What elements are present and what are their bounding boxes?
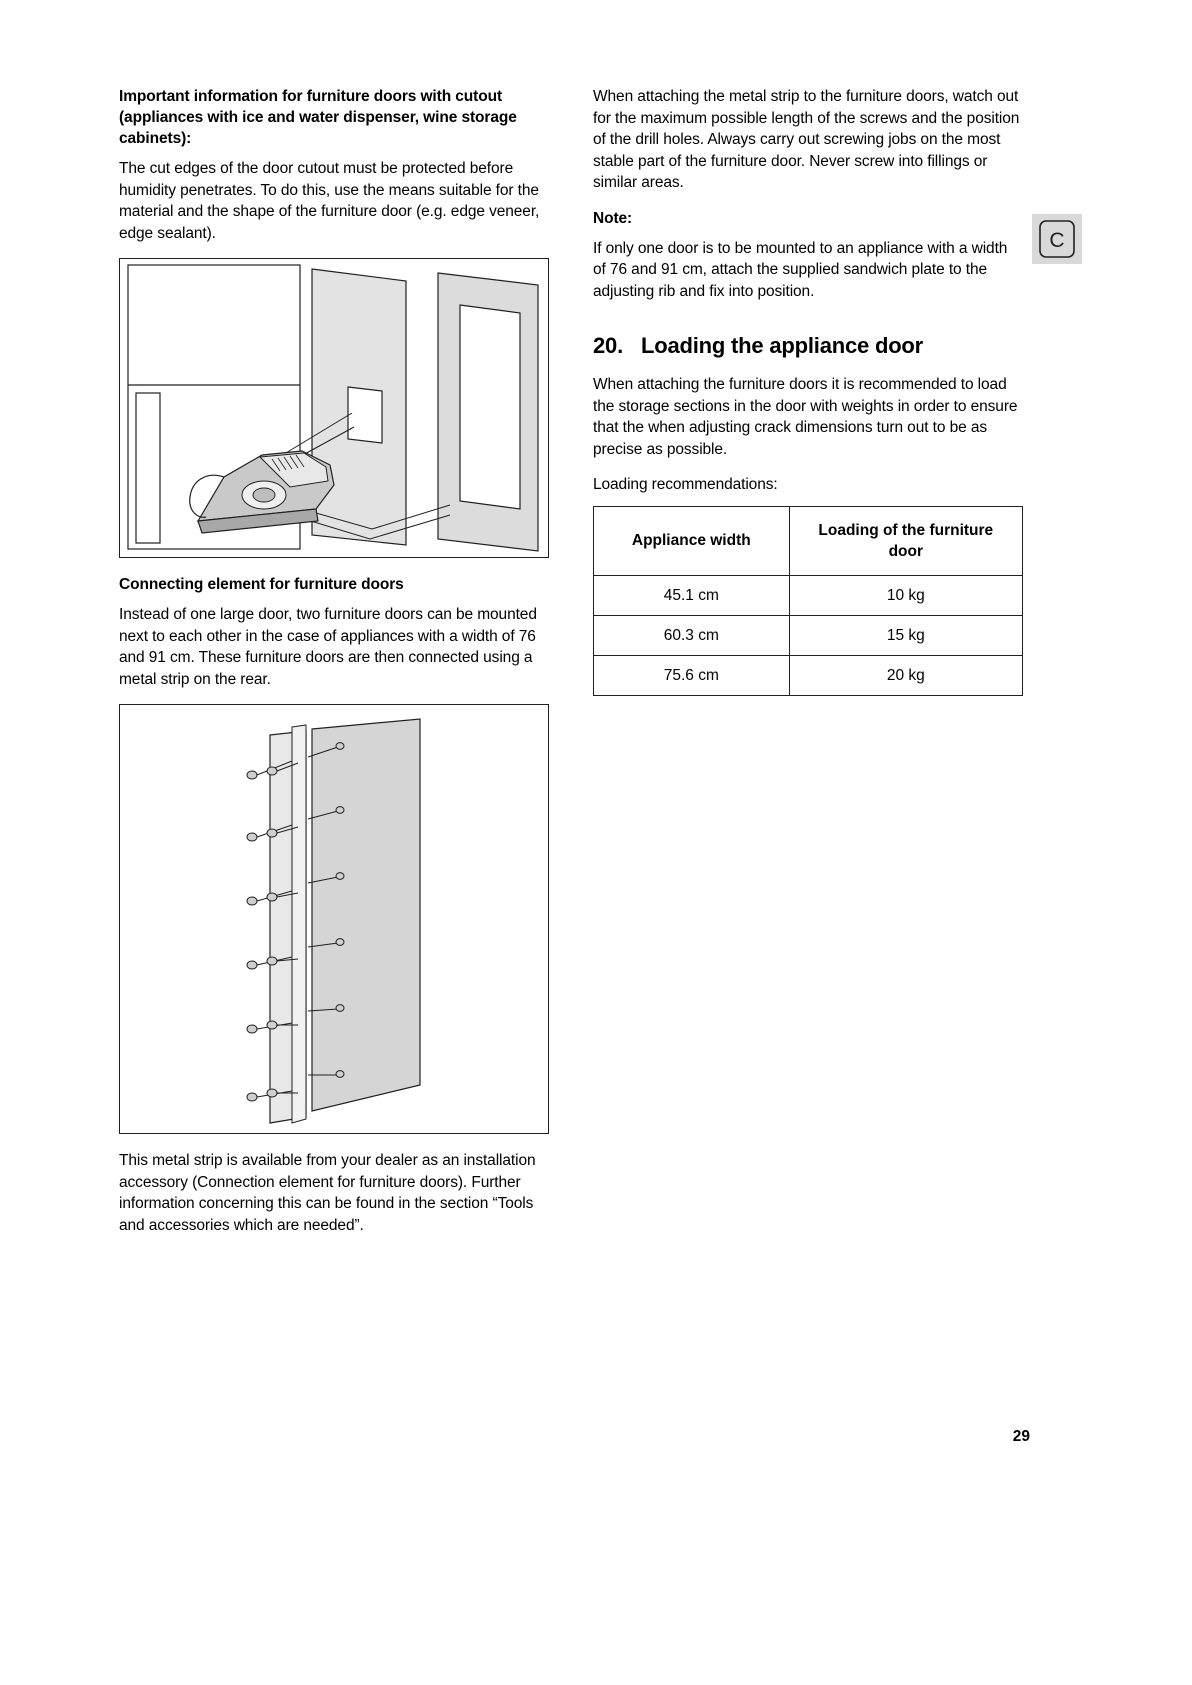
column-header-loading: Loading of the furniture door — [789, 506, 1022, 575]
table-header-row — [594, 506, 1023, 575]
cell-appliance-width: 45.1 cm — [594, 575, 790, 615]
table-row — [594, 575, 1023, 615]
paragraph-metal-strip-accessory: This metal strip is available from your dealer as an installation accessory (Connection element for furniture doors). Further information concerning this can be found in the section “Tools and accessories which are needed”. — [119, 1152, 536, 1234]
table-row — [594, 655, 1023, 695]
figure-metal-strip-connecting-two-doors — [119, 704, 549, 1134]
section-number: 20. — [593, 333, 623, 358]
heading-furniture-doors-cutout: Important information for furniture doors with cutout (appliances with ice and water dispenser, wine storage cabinets): — [119, 88, 517, 147]
page-number: 29 — [1012, 1428, 1030, 1445]
section-title: Loading the appliance door — [641, 333, 924, 358]
cell-appliance-width: 60.3 cm — [594, 615, 790, 655]
heading-note: Note: — [593, 209, 633, 227]
cell-loading: 20 kg — [789, 655, 1022, 695]
table-row — [594, 615, 1023, 655]
left-column — [119, 86, 549, 1250]
cell-loading: 15 kg — [789, 615, 1022, 655]
cell-appliance-width: 75.6 cm — [594, 655, 790, 695]
heading-connecting-element: Connecting element for furniture doors — [119, 576, 404, 593]
figure-door-cutout-edge-sealing — [119, 258, 549, 558]
paragraph-attaching-metal-strip: When attaching the metal strip to the furniture doors, watch out for the maximum possible length of the screws and the position of the drill holes. Always carry out screwing jobs on the most stable part of the furniture door. Never screw into fillings or similar areas. — [593, 88, 1020, 191]
paragraph-note-sandwich-plate: If only one door is to be mounted to an appliance with a width of 76 and 91 cm, attach the supplied sandwich plate to the adjusting rib and fix into position. — [593, 239, 1008, 300]
paragraph-loading-recommendations-label: Loading recommendations: — [593, 476, 778, 493]
right-column — [593, 86, 1023, 696]
paragraph-loading-recommendation-intro: When attaching the furniture doors it is recommended to load the storage sections in the door with weights in order to ensure that the when adjusting crack dimensions turn out to be as precise as possible. — [593, 376, 1018, 458]
column-header-appliance-width: Appliance width — [594, 506, 790, 575]
cell-loading: 10 kg — [789, 575, 1022, 615]
chapter-marker-c — [1032, 214, 1082, 264]
chapter-marker-letter: C — [1049, 229, 1065, 252]
paragraph-cut-edges-protection: The cut edges of the door cutout must be protected before humidity penetrates. To do this, use the means suitable for the material and the shape of the furniture door (e.g. edge veneer, edge sealant). — [119, 160, 540, 242]
section-heading-loading-appliance-door — [593, 332, 1023, 360]
loading-recommendations-table — [593, 506, 1023, 696]
paragraph-two-doors-metal-strip: Instead of one large door, two furniture doors can be mounted next to each other in the case of appliances with a width of 76 and 91 cm. These furniture doors are then connected using a metal strip on the rear. — [119, 606, 537, 688]
